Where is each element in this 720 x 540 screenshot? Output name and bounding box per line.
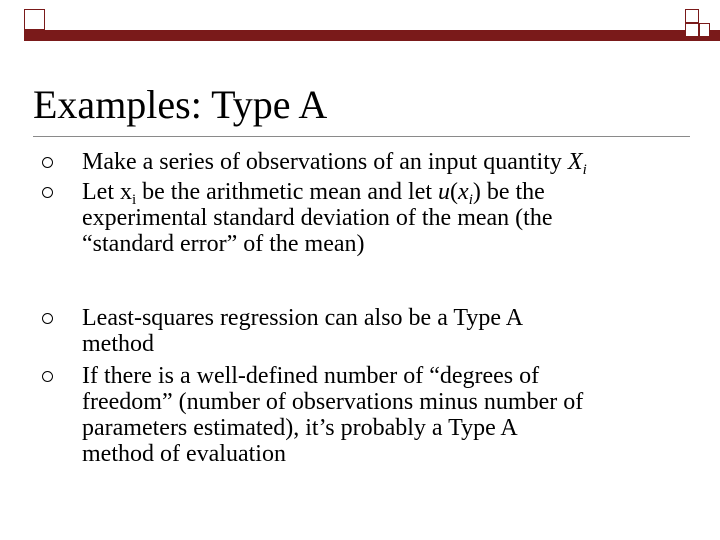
bullet-text-segment: ( [450, 179, 459, 205]
bullet-text [82, 305, 682, 357]
bullet-line: If there is a well-defined number of “degrees of [82, 363, 540, 389]
corner-square-icon [24, 9, 45, 30]
bullet-line [82, 179, 682, 208]
bullet-text [82, 363, 682, 467]
variable-symbol: X [567, 149, 583, 175]
bullet-text [82, 149, 682, 178]
variable-symbol: x [458, 179, 469, 205]
variable-subscript: i [582, 162, 587, 178]
bullet-line: freedom” (number of observations minus number of [82, 389, 584, 415]
top-accent-bar [24, 30, 720, 41]
variable-symbol: u [438, 179, 451, 205]
variable-subscript: i [468, 192, 473, 208]
bullet-text-segment: be the [480, 179, 545, 205]
bullet-text-segment: Let x [82, 179, 132, 205]
hollow-circle-bullet-icon [42, 187, 53, 198]
bullet-line: method of evaluation [82, 441, 286, 467]
bullet-text-segment: Make a series of observations of an input quantity [82, 149, 568, 175]
corner-square-icon [685, 9, 699, 23]
bullet-line [82, 149, 682, 178]
title-divider [33, 136, 690, 137]
variable-subscript: i [131, 192, 137, 208]
bullet-line: parameters estimated), it’s probably a Type A [82, 415, 518, 441]
corner-square-icon [685, 23, 699, 37]
bullet-line: “standard error” of the mean) [82, 231, 365, 257]
bullet-text-segment: be the arithmetic mean and let [136, 179, 439, 205]
bullet-text-segment: ) [472, 179, 481, 205]
bullet-line: Least-squares regression can also be a Type A [82, 305, 524, 331]
slide-title: Examples: Type A [33, 82, 328, 127]
hollow-circle-bullet-icon [42, 371, 53, 382]
hollow-circle-bullet-icon [42, 157, 53, 168]
hollow-circle-bullet-icon [42, 313, 53, 324]
bullet-line: experimental standard deviation of the mean (the [82, 205, 553, 231]
bullet-text [82, 179, 682, 257]
bullet-line: method [82, 331, 154, 357]
corner-square-icon [699, 23, 710, 37]
